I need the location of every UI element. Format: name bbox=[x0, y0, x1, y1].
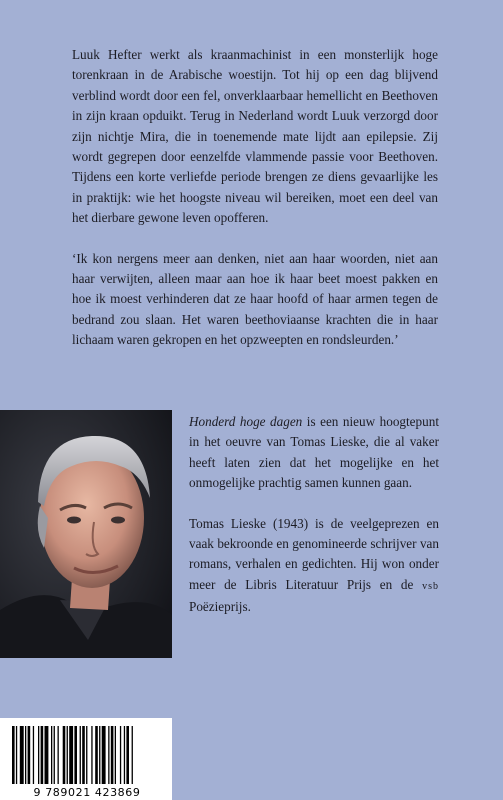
praise-text: is een nieuw hoogtepunt in het oeuvre van Tomas Lieske, die al vaker heeft laten zien dat het mogelijke en het onmogelijke prachtig samen kunnen gaan. bbox=[189, 414, 439, 491]
barcode-bar bbox=[58, 726, 59, 784]
book-title: Honderd hoge dagen bbox=[189, 414, 303, 429]
barcode-bar bbox=[28, 726, 31, 784]
barcode-bar bbox=[67, 726, 68, 784]
barcode-bar bbox=[74, 726, 77, 784]
vsb-abbreviation: vsb bbox=[422, 580, 439, 592]
bio-text-end: Poëzieprijs. bbox=[189, 599, 251, 615]
barcode-bar bbox=[54, 726, 55, 784]
barcode-bar bbox=[115, 726, 116, 784]
back-cover-blurb bbox=[72, 45, 438, 371]
barcode-bar bbox=[99, 726, 100, 784]
barcode-bar bbox=[20, 726, 24, 784]
isbn-number: 9 789021 423869 bbox=[33, 786, 141, 799]
barcode-bar bbox=[41, 726, 44, 784]
synopsis-paragraph: Luuk Hefter werkt als kraanmachinist in een monsterlijk hoge torenkraan in de Arabische woestijn. Tot hij op een dag blijvend verblind wordt door een fel, onverklaarbaar hemellicht en Beethoven in zijn kraan opduikt. Terug in Nederland wordt Luuk verzorgd door zijn nichtje Mira, die in toenemende mate lijdt aan epilepsie. Zij wordt gegrepen door eenzelfde vlammende passie voor Beethoven. Tijdens een korte verliefde periode brengen ze diens gevaarlijke les in praktijk: wie het hoogste niveau wil bereiken, moet een deel van het dierbare gewone leven opofferen. bbox=[72, 47, 438, 226]
barcode bbox=[12, 726, 160, 784]
barcode-bar bbox=[91, 726, 92, 784]
barcode-bar bbox=[126, 726, 129, 784]
barcode-panel bbox=[0, 718, 172, 800]
author-bio-paragraph bbox=[189, 514, 439, 618]
barcode-bar bbox=[120, 726, 121, 784]
barcode-bar bbox=[111, 726, 114, 784]
barcode-bar bbox=[25, 726, 26, 784]
bio-text: Tomas Lieske (1943) is de veelgeprezen en vaak bekroonde en genomineerde schrijver van romans, verhalen en gedichten. Hij won onder meer de Libris Literatuur Prijs en de bbox=[189, 515, 439, 592]
barcode-bar bbox=[108, 726, 109, 784]
barcode-bar bbox=[86, 726, 87, 784]
quote-paragraph: ‘Ik kon nergens meer aan denken, niet aan haar woorden, niet aan haar verwijten, alleen maar aan hoe ik haar beet moest pakken en hoe ik moest verhinderen dat ze haar hoofd of haar armen tegen de bedrand zou slaan. Het waren beethoviaanse krachten die in haar lichaam waren gekropen en het opzweepten en rondsleurden.’ bbox=[72, 250, 438, 348]
barcode-bar bbox=[45, 726, 49, 784]
barcode-bar bbox=[51, 726, 52, 784]
barcode-bar bbox=[33, 726, 34, 784]
book-praise-paragraph bbox=[189, 412, 439, 494]
barcode-bar bbox=[63, 726, 66, 784]
barcode-bar bbox=[16, 726, 17, 784]
barcode-bar bbox=[95, 726, 98, 784]
barcode-bar bbox=[102, 726, 106, 784]
author-section bbox=[189, 412, 439, 638]
author-portrait bbox=[0, 410, 172, 658]
barcode-bar bbox=[38, 726, 39, 784]
barcode-bar bbox=[124, 726, 125, 784]
barcode-bar bbox=[69, 726, 73, 784]
barcode-bar bbox=[82, 726, 85, 784]
barcode-bar bbox=[80, 726, 81, 784]
barcode-bar bbox=[12, 726, 15, 784]
barcode-bar bbox=[132, 726, 133, 784]
